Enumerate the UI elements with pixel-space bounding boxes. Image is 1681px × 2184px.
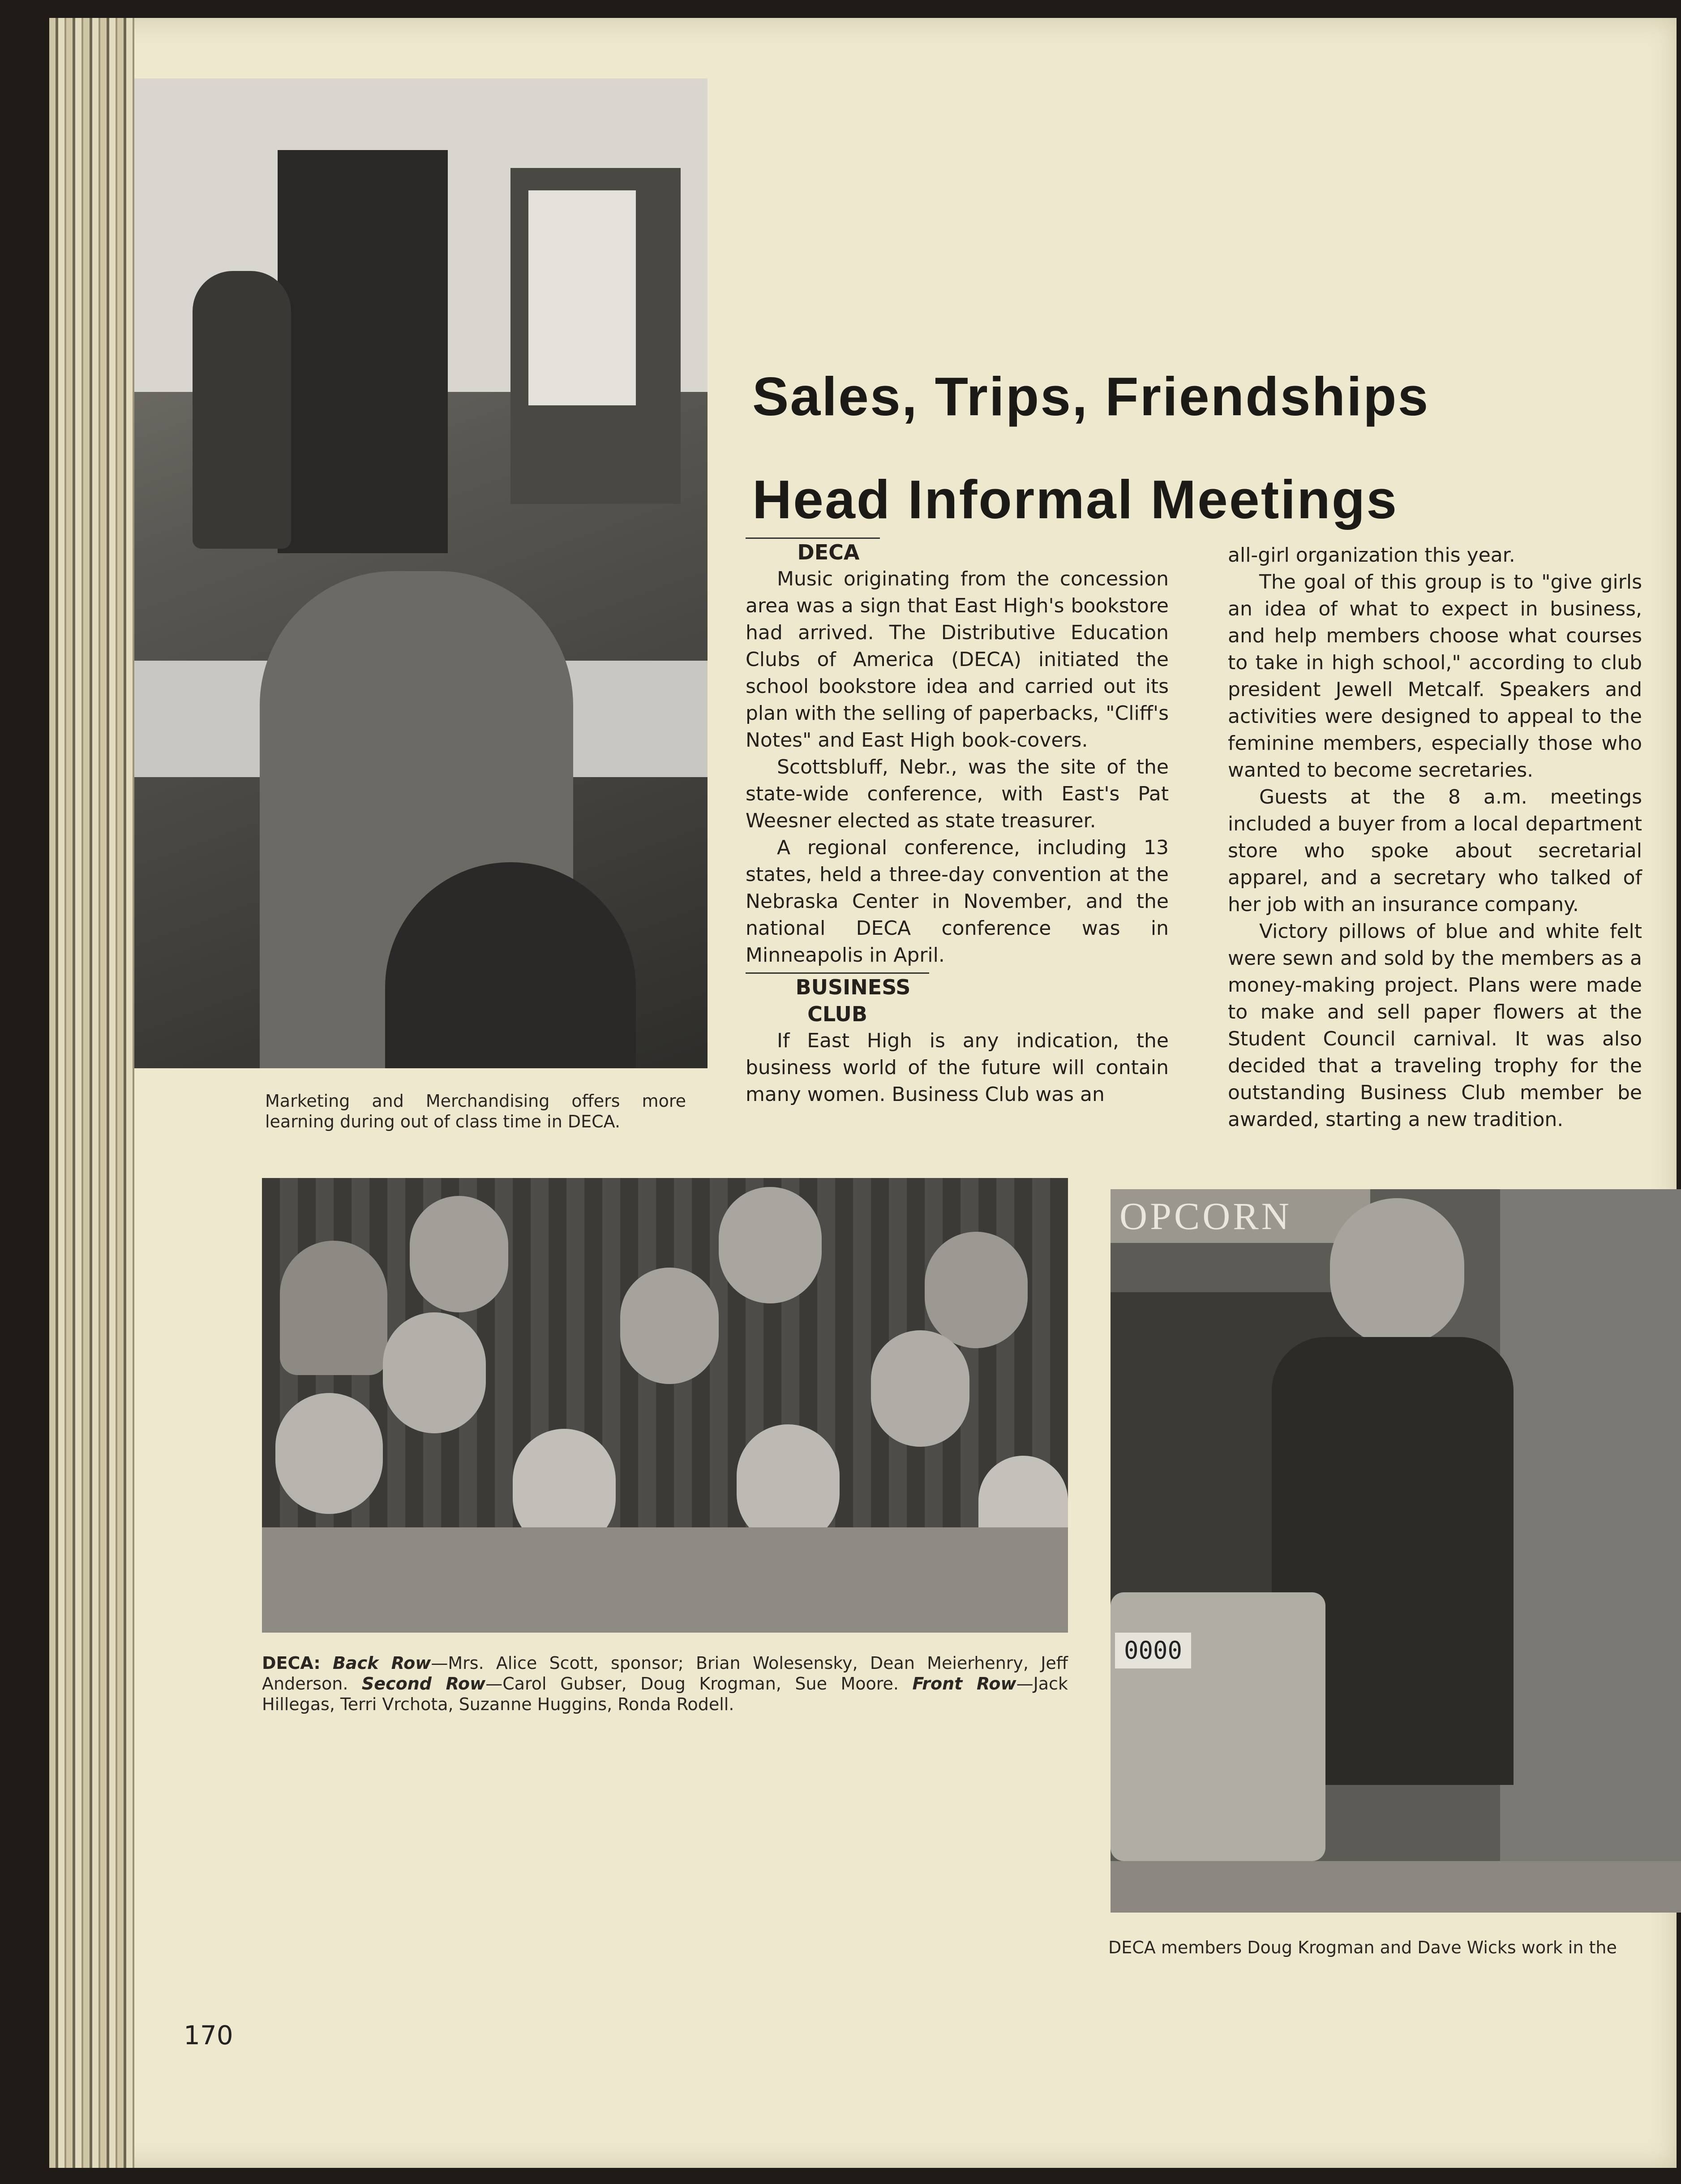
caption-back-row: —Mrs. Alice Scott, sponsor; Brian Wolesensky, Dean Meierhenry, Jeff Anderson.: [262, 1653, 1068, 1694]
cash-register-display: 0000: [1115, 1633, 1191, 1668]
popcorn-sign: OPCORN: [1111, 1189, 1370, 1243]
classroom-photo: [134, 78, 708, 1068]
deca-paragraph-3: A regional conference, including 13 states, held a three-day convention at the Nebraska Center in November, and the national DECA conference was in Minneapolis in April.: [746, 836, 1169, 967]
business-club-paragraph-1: If East High is any indication, the business world of the future will contain many women. Business Club was an: [746, 1029, 1169, 1106]
book-binding-edge: [49, 18, 134, 2168]
classroom-photo-caption: Marketing and Merchandising offers more learning during out of class time in DECA.: [265, 1091, 686, 1131]
caption-lead: DECA:: [262, 1653, 321, 1673]
article-column-right: [1228, 542, 1642, 1133]
caption-back-row-label: Back Row: [332, 1653, 431, 1673]
popcorn-photo-caption: DECA members Doug Krogman and Dave Wicks work in the: [1108, 1938, 1617, 1957]
caption-front-row-label: Front Row: [912, 1674, 1016, 1694]
group-photo-caption: [262, 1653, 1068, 1715]
caption-front-row: —Jack Hillegas, Terri Vrchota, Suzanne Huggins, Ronda Rodell.: [262, 1674, 1068, 1714]
deca-paragraph-2: Scottsbluff, Nebr., was the site of the state-wide conference, with East's Pat Weesner elected as state treasurer.: [746, 756, 1169, 832]
section-heading-business-club: BUSINESS CLUB: [746, 972, 929, 1028]
headline-line-1: Sales, Trips, Friendships: [752, 366, 1430, 427]
headline-line-2: Head Informal Meetings: [752, 469, 1398, 530]
deca-group-photo: [262, 1178, 1068, 1633]
business-club-paragraph-pillows: Victory pillows of blue and white felt were sewn and sold by the members as a money-making project. Plans were made to make and sell paper flowers at the Student Council carnival. It was also decided that a traveling trophy for the outstanding Business Club member be awarded, starting a new tradition.: [1228, 920, 1642, 1131]
caption-second-row-label: Second Row: [361, 1674, 486, 1694]
business-club-paragraph-goal: The goal of this group is to "give girls an idea of what to expect in business, and help members choose what courses to take in high school," according to club president Jewell Metcalf. Speakers and activities were designed to appeal to the feminine members, especially those who wanted to become secretaries.: [1228, 571, 1642, 782]
popcorn-stand-photo: [1111, 1189, 1681, 1913]
page-number: 170: [184, 2020, 233, 2051]
business-club-paragraph-guests: Guests at the 8 a.m. meetings included a buyer from a local department store who spoke about secretarial apparel, and a secretary who talked of her job with an insurance company.: [1228, 786, 1642, 916]
deca-paragraph-1: Music originating from the concession area was a sign that East High's bookstore had arrived. The Distributive Education Clubs of America (DECA) initiated the school bookstore idea and carried out its plan with the selling of paperbacks, "Cliff's Notes" and East High book-covers.: [746, 567, 1169, 752]
business-club-continued: all-girl organization this year.: [1228, 544, 1515, 567]
section-heading-deca: DECA: [746, 537, 880, 566]
caption-second-row: —Carol Gubser, Doug Krogman, Sue Moore.: [485, 1674, 899, 1694]
article-column-middle: [746, 537, 1169, 1108]
page-headline: [752, 345, 1540, 551]
